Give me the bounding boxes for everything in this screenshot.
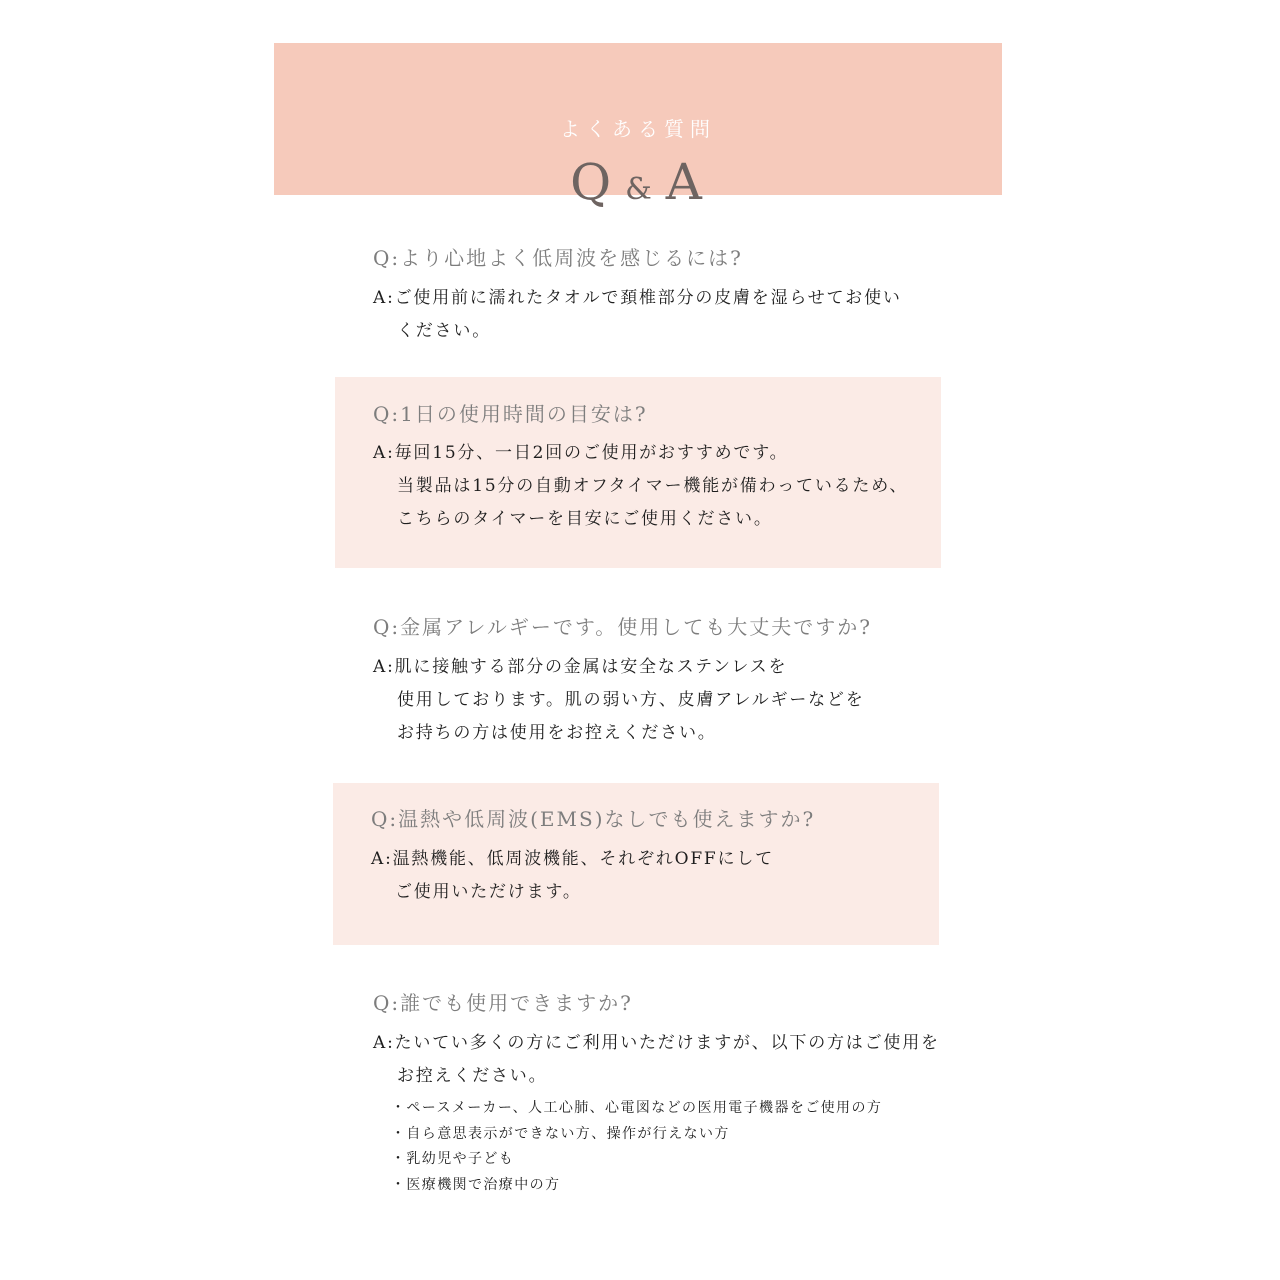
bullet-item: ・医療機関で治療中の方 <box>391 1176 561 1193</box>
bullet-item: ・自ら意思表示ができない方、操作が行えない方 <box>391 1125 730 1142</box>
answer-line: A:毎回15分、一日2回のご使用がおすすめです。 <box>373 443 789 463</box>
faq-question: Q:金属アレルギーです。使用しても大丈夫ですか? <box>373 615 872 639</box>
bullet-item: ・乳幼児や子ども <box>391 1151 515 1167</box>
faq-bullet-list <box>391 1096 882 1198</box>
qa-header-banner <box>274 43 1002 211</box>
faq-answer <box>373 437 908 536</box>
answer-line: お持ちの方は使用をお控えください。 <box>397 723 717 743</box>
answer-line: A:ご使用前に濡れたタオルで頚椎部分の皮膚を湿らせてお使い <box>373 288 902 308</box>
faq-item-2 <box>335 377 941 568</box>
faq-item-4 <box>333 783 939 945</box>
answer-line: ご使用いただけます。 <box>395 882 582 902</box>
answer-line: 使用しております。肌の弱い方、皮膚アレルギーなどを <box>397 690 865 710</box>
faq-item-1 <box>335 230 941 360</box>
faq-answer <box>373 282 902 348</box>
answer-line: ください。 <box>397 321 491 341</box>
faq-answer <box>373 651 865 750</box>
answer-line: A:たいてい多くの方にご利用いただけますが、以下の方はご使用を <box>373 1033 940 1053</box>
header-title <box>274 153 1002 211</box>
header-subtitle: よくある質問 <box>560 117 716 141</box>
answer-line: こちらのタイマーを目安にご使用ください。 <box>397 509 773 529</box>
title-q: Q <box>570 153 616 211</box>
faq-answer <box>373 1027 940 1093</box>
faq-question: Q:より心地よく低周波を感じるには? <box>373 246 743 270</box>
faq-answer <box>371 843 774 909</box>
answer-line: A:温熱機能、低周波機能、それぞれOFFにして <box>371 849 774 869</box>
answer-line: お控えください。 <box>397 1066 548 1086</box>
faq-item-3 <box>335 590 941 760</box>
faq-question: Q:1日の使用時間の目安は? <box>373 402 648 426</box>
answer-line: A:肌に接触する部分の金属は安全なステンレスを <box>373 657 788 677</box>
faq-item-5 <box>335 970 941 1210</box>
answer-line: 当製品は15分の自動オフタイマー機能が備わっているため、 <box>397 476 909 496</box>
bullet-item: ・ペースメーカー、人工心肺、心電図などの医用電子機器をご使用の方 <box>391 1100 883 1116</box>
faq-question: Q:誰でも使用できますか? <box>373 991 633 1015</box>
title-a: A <box>665 153 706 211</box>
faq-question: Q:温熱や低周波(EMS)なしでも使えますか? <box>371 807 816 831</box>
title-ampersand: & <box>625 172 656 207</box>
